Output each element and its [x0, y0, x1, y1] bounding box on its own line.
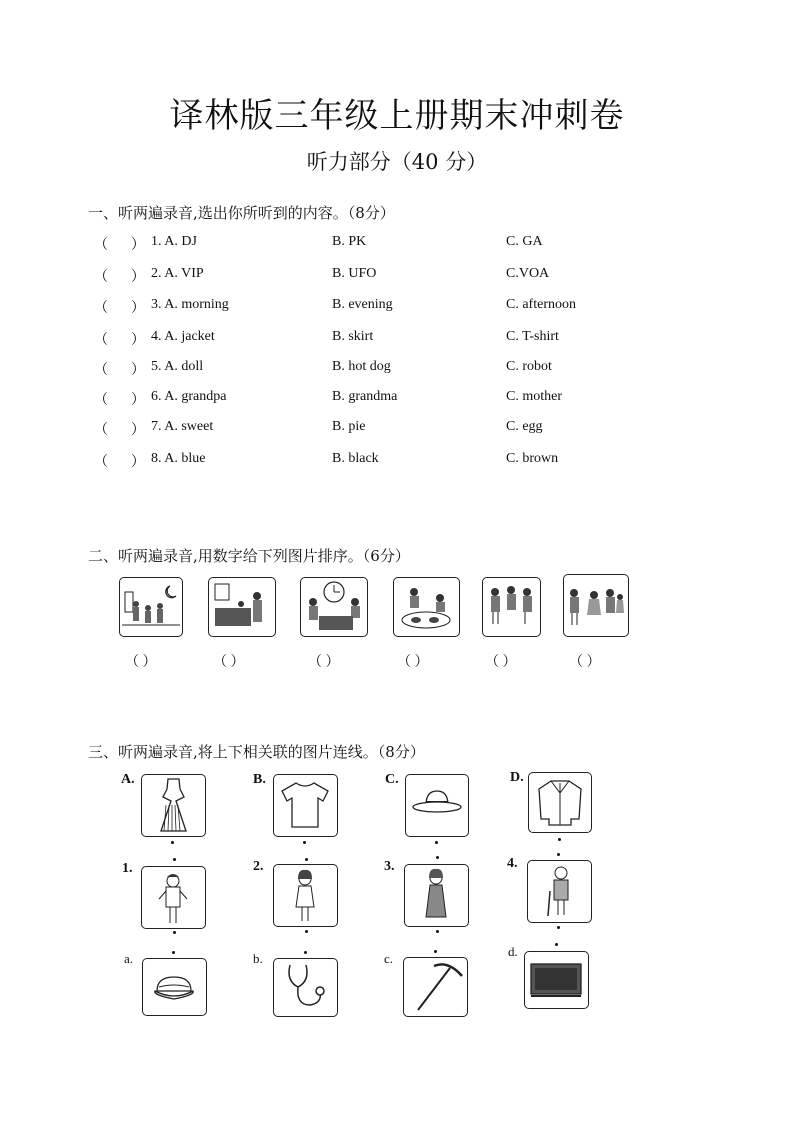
stethoscope-icon: [273, 958, 338, 1017]
connector-dot[interactable]: [557, 853, 560, 856]
question-1-option-b: B. PK: [332, 234, 367, 249]
tshirt-icon: [273, 774, 338, 837]
question-6-option-a: 6. A. grandpa: [151, 389, 227, 404]
girl-figure: [273, 864, 338, 927]
connector-dot[interactable]: [557, 926, 560, 929]
woman-figure: [404, 864, 469, 927]
label-b: b.: [253, 951, 263, 966]
label-a: a.: [124, 951, 134, 966]
section1-heading: 一、听两遍录音,选出你所听到的内容。（8分）: [88, 204, 395, 222]
answer-paren-open[interactable]: （: [94, 455, 108, 470]
picture-1-evening-walk: [119, 577, 183, 637]
connector-dot[interactable]: [558, 838, 561, 841]
connector-dot[interactable]: [173, 858, 176, 861]
connector-dot[interactable]: [305, 930, 308, 933]
answer-blank-3[interactable]: （ ）: [308, 655, 340, 670]
connector-dot[interactable]: [435, 841, 438, 844]
question-2-option-c: C.VOA: [506, 266, 550, 281]
connector-dot[interactable]: [172, 951, 175, 954]
pickaxe-icon: [403, 957, 468, 1017]
cap-icon: [142, 958, 207, 1016]
question-1-option-a: 1. A. DJ: [151, 234, 197, 249]
hat-icon: [405, 774, 469, 837]
question-3-option-b: B. evening: [332, 297, 393, 312]
question-8-option-b: B. black: [332, 451, 379, 466]
question-5-option-a: 5. A. doll: [151, 359, 204, 374]
answer-blank-2[interactable]: （ ）: [213, 655, 245, 670]
connector-dot[interactable]: [436, 856, 439, 859]
answer-paren-close[interactable]: ）: [131, 238, 145, 253]
answer-paren-close[interactable]: ）: [131, 301, 145, 316]
question-5-option-c: C. robot: [506, 359, 552, 374]
answer-paren-open[interactable]: （: [94, 301, 108, 316]
question-1-option-c: C. GA: [506, 234, 543, 249]
boy-figure: [141, 866, 206, 929]
label-c: c.: [384, 951, 394, 966]
dress-icon: [141, 774, 206, 837]
answer-paren-open[interactable]: （: [94, 333, 108, 348]
question-7-option-b: B. pie: [332, 419, 366, 434]
label-C: C.: [385, 772, 399, 787]
question-7-option-a: 7. A. sweet: [151, 419, 214, 434]
picture-2-bedroom: [208, 577, 276, 637]
answer-paren-close[interactable]: ）: [131, 393, 145, 408]
connector-dot[interactable]: [173, 931, 176, 934]
answer-paren-open[interactable]: （: [94, 363, 108, 378]
answer-paren-close[interactable]: ）: [131, 423, 145, 438]
label-d: d.: [508, 944, 518, 959]
question-4-option-b: B. skirt: [332, 329, 374, 344]
question-7-option-c: C. egg: [506, 419, 543, 434]
connector-dot[interactable]: [434, 950, 437, 953]
blackboard-icon: [524, 951, 589, 1009]
connector-dot[interactable]: [436, 930, 439, 933]
page-title: 译林版三年级上册期末冲刺卷: [169, 96, 625, 136]
grandpa-figure: [527, 860, 592, 923]
jacket-icon: [528, 772, 592, 833]
label-1: 1.: [122, 861, 133, 876]
question-4-option-c: C. T-shirt: [506, 329, 559, 344]
label-3: 3.: [384, 859, 395, 874]
connector-dot[interactable]: [303, 841, 306, 844]
label-B: B.: [253, 772, 266, 787]
answer-blank-1[interactable]: （ ）: [125, 655, 157, 670]
question-6-option-c: C. mother: [506, 389, 562, 404]
question-5-option-b: B. hot dog: [332, 359, 391, 374]
question-2-option-b: B. UFO: [332, 266, 377, 281]
question-3-option-c: C. afternoon: [506, 297, 576, 312]
answer-blank-5[interactable]: （ ）: [485, 655, 517, 670]
connector-dot[interactable]: [304, 951, 307, 954]
connector-dot[interactable]: [171, 841, 174, 844]
question-3-option-a: 3. A. morning: [151, 297, 229, 312]
picture-6-family-greeting: [563, 574, 629, 637]
question-2-option-a: 2. A. VIP: [151, 266, 204, 281]
answer-paren-close[interactable]: ）: [131, 333, 145, 348]
question-8-option-c: C. brown: [506, 451, 559, 466]
picture-4-dinner-table: [393, 577, 460, 637]
page-subtitle: 听力部分（40 分）: [306, 150, 488, 174]
label-D: D.: [510, 770, 524, 785]
answer-blank-4[interactable]: （ ）: [397, 655, 429, 670]
answer-paren-close[interactable]: ）: [131, 363, 145, 378]
section3-heading: 三、听两遍录音,将上下相关联的图片连线。（8分）: [88, 743, 425, 761]
answer-blank-6[interactable]: （ ）: [569, 655, 601, 670]
question-8-option-a: 8. A. blue: [151, 451, 206, 466]
section2-heading: 二、听两遍录音,用数字给下列图片排序。（6分）: [88, 547, 410, 565]
picture-5-kids-greeting: [482, 577, 541, 637]
question-6-option-b: B. grandma: [332, 389, 398, 404]
answer-paren-open[interactable]: （: [94, 238, 108, 253]
answer-paren-close[interactable]: ）: [131, 270, 145, 285]
label-A: A.: [121, 772, 135, 787]
answer-paren-open[interactable]: （: [94, 423, 108, 438]
answer-paren-close[interactable]: ）: [131, 455, 145, 470]
label-2: 2.: [253, 859, 264, 874]
answer-paren-open[interactable]: （: [94, 270, 108, 285]
label-4: 4.: [507, 856, 518, 871]
question-4-option-a: 4. A. jacket: [151, 329, 215, 344]
answer-paren-open[interactable]: （: [94, 393, 108, 408]
connector-dot[interactable]: [305, 858, 308, 861]
connector-dot[interactable]: [555, 943, 558, 946]
picture-3-clock-wakeup: [300, 577, 368, 637]
